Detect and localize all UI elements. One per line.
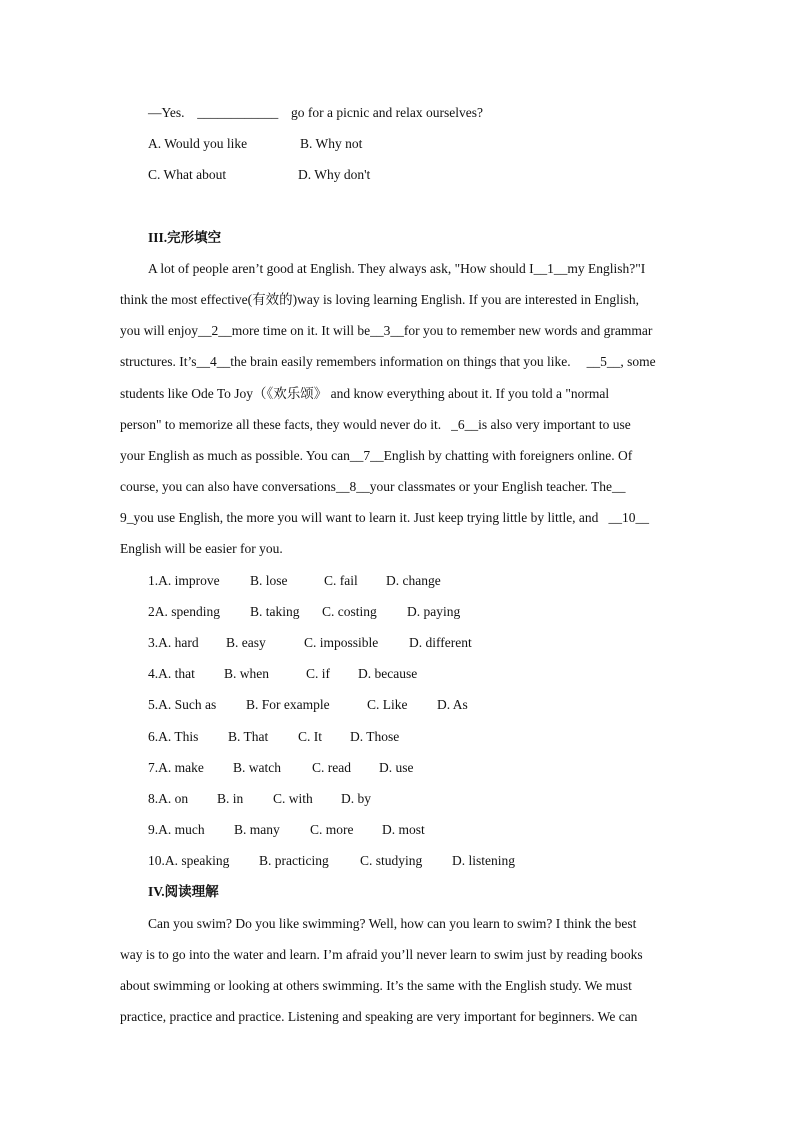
option: C. read [312,760,351,775]
passage-line-9 [120,509,649,527]
passage-line-5: students like Ode To Joy（《欢乐颂》 and know everything about it. If you told a "normal [120,386,610,401]
option: B. when [224,666,269,681]
option: B. taking [250,604,300,619]
option: B. practicing [259,853,329,868]
option: B. watch [233,760,281,775]
passage-text: is also very important to use [478,417,631,432]
stem-start: —Yes. [148,105,185,120]
blank-2: __2__ [198,323,232,338]
option: D. paying [407,604,461,619]
passage-text: your English as much as possible. You can [120,448,350,463]
passage-line-8 [120,478,626,496]
answer-blank: ____________ [197,105,279,120]
question-stem [148,104,483,122]
option: D. listening [452,853,515,868]
passage-line-4 [120,353,656,371]
reading-line-2: way is to go into the water and learn. I’m afraid you’ll never learn to swim just by reading books [120,947,643,962]
passage-text: A lot of people aren’t good at English. They always ask, "How should I [148,261,534,276]
reading-line-1: Can you swim? Do you like swimming? Well, how can you learn to swim? I think the best [148,916,637,931]
passage-line-7 [120,447,632,465]
option: 7.A. make [148,760,204,775]
passage-text: my English?"I [567,261,646,276]
passage-text: you use English, the more you will want to learn it. Just keep trying little by little, and [133,510,599,525]
blank-3: __3__ [370,323,404,338]
passage-text: you will enjoy [120,323,198,338]
passage-line-10: English will be easier for you. [120,541,283,556]
passage-text: structures. It’s [120,354,197,369]
option: C. studying [360,853,423,868]
passage-line-2: think the most effective(有效的)way is loving learning English. If you are interested in English, [120,292,640,307]
passage-text: your classmates or your English teacher. The__ [369,479,626,494]
option: 9.A. much [148,822,205,837]
blank-1: __1__ [533,261,568,276]
option-c: C. What about [148,167,227,182]
passage-line-1 [148,260,645,278]
blank-6: _6__ [451,417,479,432]
option-d: D. Why don't [298,167,371,182]
option: D. different [409,635,472,650]
passage-text: for you to remember new words and grammar [403,323,653,338]
option: B. That [228,729,269,744]
option: B. in [217,791,244,806]
reading-line-4: practice, practice and practice. Listening and speaking are very important for beginners. We can [120,1009,638,1024]
option: C. It [298,729,323,744]
option: D. by [341,791,371,806]
option: B. lose [250,573,288,588]
blank-9: 9_ [120,510,134,525]
blank-10: __10__ [608,510,649,525]
blank-4: __4__ [196,354,231,369]
reading-heading: IV.阅读理解 [148,884,219,899]
option: D. As [437,697,468,712]
option: C. impossible [304,635,379,650]
option: C. fail [324,573,358,588]
blank-5: __5__ [586,354,621,369]
passage-text: person" to memorize all these facts, they would never do it. [120,417,442,432]
option: B. many [234,822,280,837]
option: D. most [382,822,425,837]
passage-text: course, you can also have conversations [120,479,336,494]
option: 1.A. improve [148,573,220,588]
option: 8.A. on [148,791,189,806]
passage-text: more time on it. It will be [231,323,371,338]
option: C. costing [322,604,377,619]
blank-7: __7__ [349,448,384,463]
option: 10.A. speaking [148,853,230,868]
passage-text: English by chatting with foreigners online. Of [383,448,633,463]
option: C. if [306,666,331,681]
passage-text: the brain easily remembers information on things that you like. [230,354,571,369]
option: D. because [358,666,418,681]
option: B. For example [246,697,330,712]
stem-end: go for a picnic and relax ourselves? [291,105,483,120]
option: C. more [310,822,354,837]
option: D. change [386,573,441,588]
reading-line-3: about swimming or looking at others swimming. It’s the same with the English study. We must [120,978,632,993]
option: D. use [379,760,414,775]
option-a: A. Would you like [148,136,248,151]
blank-8: __8__ [335,479,370,494]
option: C. with [273,791,313,806]
passage-text: , some [620,354,656,369]
passage-line-3 [120,322,652,340]
passage-line-6 [120,416,631,434]
option: B. easy [226,635,266,650]
option: 3.A. hard [148,635,199,650]
option: D. Those [350,729,400,744]
option: C. Like [367,697,408,712]
cloze-heading: III.完形填空 [148,230,222,245]
option: 6.A. This [148,729,199,744]
option: 4.A. that [148,666,195,681]
option-b: B. Why not [300,136,363,151]
option: 5.A. Such as [148,697,217,712]
option: 2A. spending [148,604,220,619]
